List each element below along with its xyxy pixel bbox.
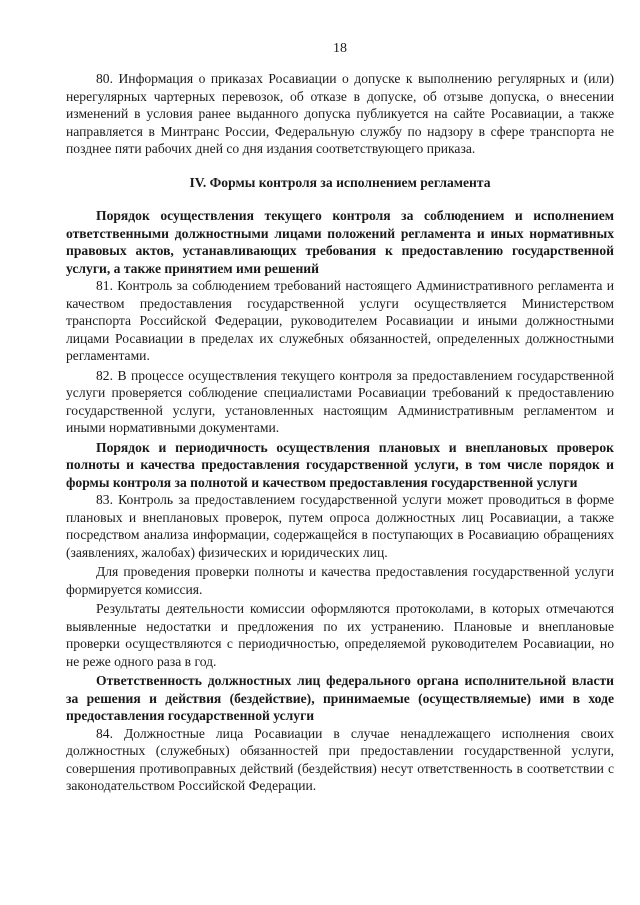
subheading-current-control: Порядок осуществления текущего контроля за соблюдением и исполнением ответственными должностными лицами положений регламента и иных нормативных правовых актов, устанавливающих требования к предоставлению государственной услуги, а также принятием ими решений	[66, 208, 614, 276]
paragraph-82: 82. В процессе осуществления текущего контроля за предоставлением государственной услуги проверяется соблюдение специалистами Росавиации требований к предоставлению государственной услуги, установленных настоящим Административным регламентом и иными нормативными документами.	[66, 367, 614, 435]
subheading-inspections: Порядок и периодичность осуществления плановых и внеплановых проверок полноты и качества предоставления государственной услуги, в том числе порядок и формы контроля за полнотой и качеством предоставления государственной услуги	[66, 439, 614, 490]
page-number: 18	[333, 41, 347, 56]
paragraph-81: 81. Контроль за соблюдением требований настоящего Административного регламента и качеством предоставления государственной услуги осуществляется Министерством транспорта Российской Федерации, руководителем Росавиации и иными должностными лицами Росавиации в пределах их служебных обязанностей, определенных должностными регламентами.	[66, 278, 614, 363]
section-title: IV. Формы контроля за исполнением регламента	[189, 174, 491, 190]
subheading-responsibility: Ответственность должностных лиц федерального органа исполнительной власти за решения и действия (бездействие), принимаемые (осуществляемые) ими в ходе предоставления государственной услуги	[66, 673, 614, 723]
paragraph-84: 84. Должностные лица Росавиации в случае ненадлежащего исполнения своих должностных (служебных) обязанностей при предоставлении государственной услуги, совершения противоправных действий (бездействия) несут ответственность в соответствии с законодательством Российской Федерации.	[66, 725, 614, 793]
paragraph-80: 80. Информация о приказах Росавиации о допуске к выполнению регулярных и (или) нерегулярных чартерных перевозок, об отказе в допуске, об отзыве допуска, о внесении изменений в условия ранее выданного допуска публикуется на сайте Росавиации, а также направляется в Минтранс России, Федеральную службу по надзору в сфере транспорта не позднее пяти рабочих дней со дня издания соответствующего приказа.	[66, 71, 614, 156]
paragraph-83: 83. Контроль за предоставлением государственной услуги может проводиться в форме плановых и внеплановых проверок, путем опроса должностных лиц Росавиации, а также посредством анализа информации, содержащейся в поступающих в Росавиацию обращениях (заявлениях, жалобах) физических и юридических лиц.	[66, 492, 614, 560]
paragraph-results: Результаты деятельности комиссии оформляются протоколами, в которых отмечаются выявленные недостатки и предложения по их устранению. Плановые и внеплановые проверки осуществляются с периодичностью, определяемой руководителем Росавиации, но не реже одного раза в год.	[66, 601, 614, 669]
paragraph-commission: Для проведения проверки полноты и качества предоставления государственной услуги формируется комиссия.	[66, 564, 614, 597]
